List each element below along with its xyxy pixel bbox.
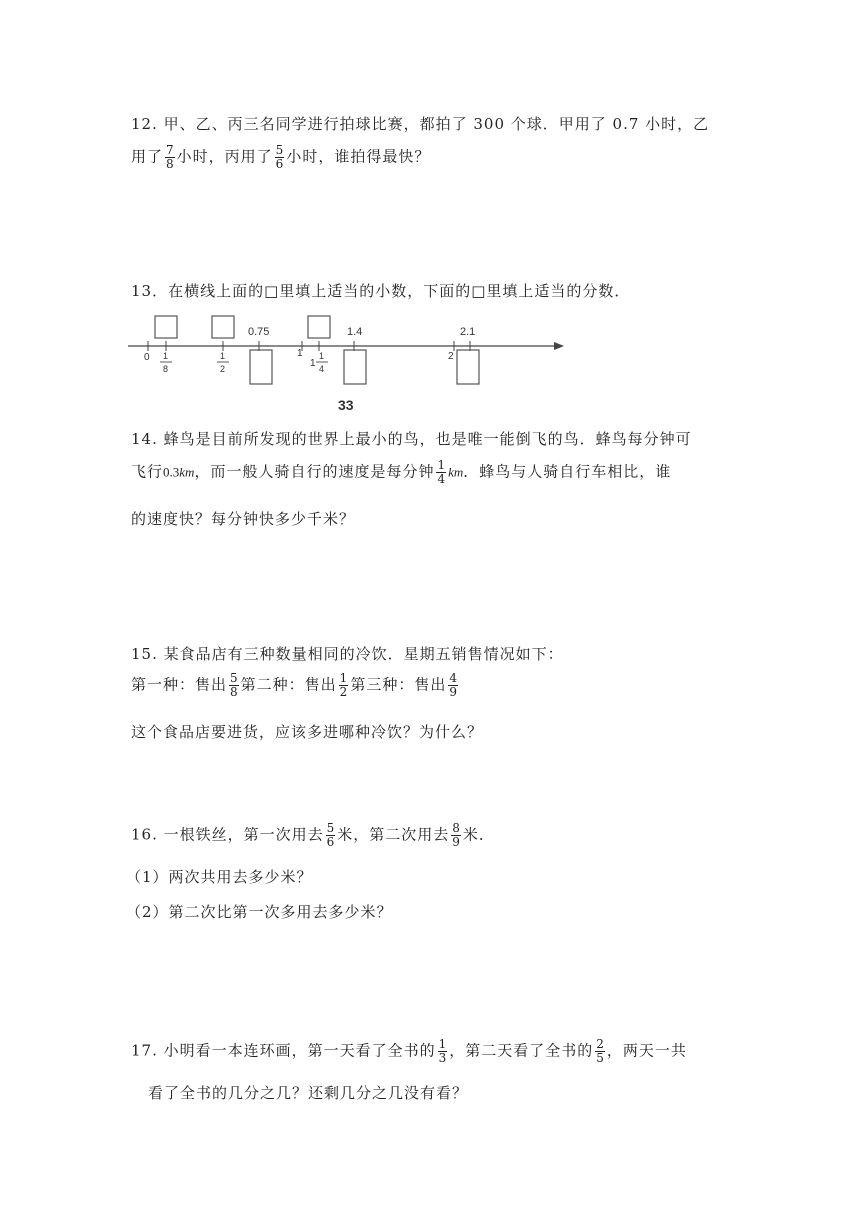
unit: km	[179, 464, 195, 480]
answer-box-top-1[interactable]	[155, 316, 177, 338]
bottom-label-2: 2	[448, 351, 454, 362]
text: 第一种：售出	[131, 675, 228, 694]
text: 第二种：售出	[240, 675, 337, 694]
answer-box-top-3[interactable]	[308, 316, 330, 338]
denominator: 2	[339, 685, 348, 699]
top-label-1.4: 1.4	[347, 326, 363, 338]
q16-sub1: （1）两次共用去多少米？	[126, 868, 313, 886]
fraction	[165, 144, 175, 171]
text: ，两天一共	[606, 1041, 687, 1060]
numerator: 5	[326, 821, 335, 835]
text: 第三种：售出	[350, 675, 447, 694]
text: 用了	[131, 147, 164, 166]
fraction	[229, 672, 239, 699]
fraction	[339, 672, 349, 699]
q14-line3: 的速度快？每分钟快多少千米？	[131, 510, 356, 528]
axis-arrow	[554, 342, 564, 350]
answer-box-bottom-2[interactable]	[344, 350, 366, 384]
mixed-whole-1: 1	[310, 358, 316, 369]
frac-den-1-2: 2	[220, 364, 226, 374]
numerator: 7	[166, 143, 174, 157]
text: ．蜂鸟与人骑自行车相比，谁	[463, 462, 672, 481]
numerator: 4	[449, 671, 457, 685]
unit: km	[448, 464, 464, 480]
q15-line3: 这个食品店要进货，应该多进哪种冷饮？为什么？	[131, 723, 484, 741]
answer-box-top-2[interactable]	[212, 316, 234, 338]
fraction	[275, 144, 285, 171]
q12-line1: 12. 甲、乙、丙三名同学进行拍球比赛，都拍了 300 个球．甲用了 0.7 小时，乙	[131, 115, 710, 133]
text: 小时，谁拍得最快？	[286, 147, 431, 166]
q16-sub2: （2）第二次比第一次多用去多少米？	[126, 903, 393, 921]
text: 飞行	[131, 462, 164, 481]
q15-line2	[131, 672, 460, 699]
denominator: 9	[449, 685, 457, 699]
value	[163, 465, 194, 480]
denominator: 3	[438, 1051, 447, 1065]
text: 16. 一根铁丝，第一次用去	[131, 825, 324, 844]
frac-den-1-8: 8	[163, 364, 169, 374]
q15-line1: 15. 某食品店有三种数量相同的冷饮．星期五销售情况如下：	[131, 645, 564, 663]
top-label-0.75: 0.75	[248, 326, 270, 338]
numerator: 5	[230, 671, 238, 685]
fraction	[326, 822, 336, 849]
fraction	[595, 1038, 605, 1065]
frac-num-1-4: 1	[319, 351, 325, 361]
text: 小时，丙用了	[176, 147, 273, 166]
denominator: 8	[230, 685, 238, 699]
value-number: 0.3	[163, 464, 180, 480]
denominator: 5	[596, 1051, 604, 1065]
numerator: 1	[438, 1037, 447, 1051]
q17-line1	[131, 1038, 687, 1065]
q14-line1: 14. 蜂鸟是目前所发现的世界上最小的鸟，也是唯一能倒飞的鸟．蜂鸟每分钟可	[131, 430, 692, 448]
text: ，而一般人骑自行的速度是每分钟	[194, 462, 435, 481]
q16-line1	[131, 822, 495, 849]
denominator: 6	[275, 157, 284, 171]
text: 米，第二次用去	[337, 825, 450, 844]
q12-line2	[131, 144, 430, 171]
fraction	[451, 822, 461, 849]
text: 米．	[462, 825, 495, 844]
numerator: 2	[596, 1037, 604, 1051]
frac-num-1-2: 1	[220, 351, 226, 361]
text: 17. 小明看一本连环画，第一天看了全书的	[131, 1041, 436, 1060]
numerator: 8	[452, 821, 460, 835]
answer-box-bottom-1[interactable]	[250, 350, 272, 384]
frac-den-1-4: 4	[319, 364, 325, 374]
top-label-2.1: 2.1	[460, 326, 476, 338]
denominator: 4	[437, 472, 446, 486]
denominator: 6	[326, 835, 335, 849]
numerator: 1	[437, 458, 446, 472]
q13-text: 13．在横线上面的□里填上适当的小数，下面的□里填上适当的分数．	[131, 282, 631, 300]
numerator: 5	[275, 143, 284, 157]
q17-line2: 看了全书的几分之几？还剩几分之几没有看？	[148, 1084, 469, 1102]
fraction	[448, 672, 458, 699]
fraction	[438, 1038, 448, 1065]
number-line-figure	[126, 308, 576, 418]
frac-num-1-8: 1	[163, 351, 169, 361]
page-number: 33	[338, 397, 354, 413]
answer-box-bottom-3[interactable]	[457, 350, 479, 384]
numerator: 1	[339, 671, 348, 685]
denominator: 9	[452, 835, 460, 849]
bottom-label-0: 0	[144, 352, 150, 363]
text: ，第二天看了全书的	[449, 1041, 594, 1060]
q14-line2	[131, 459, 671, 486]
denominator: 8	[166, 157, 174, 171]
bottom-label-1: 1	[297, 348, 303, 359]
fraction	[436, 459, 446, 486]
